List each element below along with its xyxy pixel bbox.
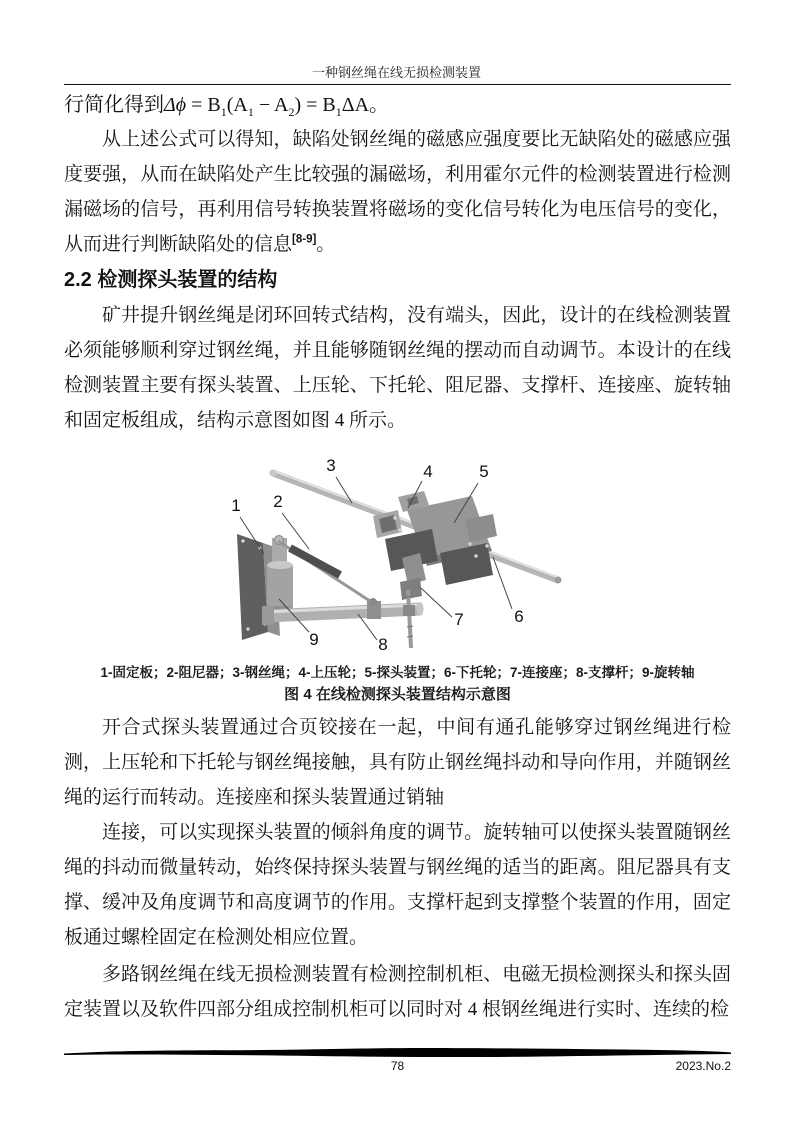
footer-bar-shape: [64, 1046, 731, 1058]
formula-sub2: 1: [247, 105, 254, 119]
footer-bar: [64, 1046, 731, 1058]
reference-superscript: [8-9]: [292, 233, 317, 246]
label-8: 8: [378, 635, 388, 654]
formula-delta-phi: Δϕ: [164, 94, 187, 116]
paragraph-connection: 连接，可以实现探头装置的倾斜角度的调节。旋转轴可以使探头装置随钢丝绳的抖动而微量转动，始终保持探头装置与钢丝绳的适当的距离。阻尼器具有支撑、缓冲及角度调节和高度调节的作用。支撑杆起到支撑整个装置的作用，固定板通过螺栓固定在检测处相应位置。: [64, 822, 731, 948]
figure-caption: 图 4 在线检测探头装置结构示意图: [284, 686, 511, 703]
formula-math: [164, 94, 390, 119]
running-header-title: 一种钢丝绳在线无损检测装置: [311, 65, 481, 80]
page-number: 78: [390, 1059, 405, 1073]
label-3: 3: [326, 456, 336, 475]
formula-eq1: = B: [186, 94, 221, 116]
paragraph-magnetic-field-text: 从上述公式可以得知，缺陷处钢丝绳的磁感应强度要比无缺陷处的磁感应强度要强，从而在缺陷处产生比较强的漏磁场，利用霍尔元件的检测装置进行检测漏磁场的信号，再利用信号转换装置将磁场的变化信号转化为电压信号的变化，从而进行判断缺陷处的信息: [64, 129, 731, 255]
header-rule: [64, 84, 731, 85]
formula-sub4: 1: [335, 105, 342, 119]
formula-sub1: 1: [220, 105, 227, 119]
formula-prefix: 行简化得到: [64, 94, 164, 116]
formula-t3: ) = B: [294, 94, 336, 116]
paragraph-multichannel: 多路钢丝绳在线无损检测装置有检测控制机柜、电磁无损检测探头和探头固定装置以及软件四部分组成控制机柜可以同时对 4 根钢丝绳进行实时、连续的检: [64, 964, 731, 1020]
section-heading-2-2: 2.2 检测探头装置的结构: [64, 269, 278, 291]
probe-device-assembly: [373, 491, 497, 648]
label-1: 1: [231, 496, 241, 515]
label-2: 2: [273, 492, 283, 511]
formula-t2: − A: [253, 94, 289, 116]
footer: [64, 1059, 731, 1075]
label-6: 6: [514, 607, 524, 626]
paragraph-intro: 矿井提升钢丝绳是闭环回转式结构，没有端头，因此，设计的在线检测装置必须能够顺利穿过钢丝绳，并且能够随钢丝绳的摆动而自动调节。本设计的在线检测装置主要有探头装置、上压轮、下托轮、阻尼器、支撑杆、连接座、旋转轴和固定板组成，结构示意图如图 4 所示。: [64, 305, 731, 431]
paragraph-magnetic-field-period: 。: [316, 234, 336, 255]
issue-number: 2023.No.2: [675, 1059, 731, 1073]
label-7: 7: [454, 610, 464, 629]
figure-legend: 1-固定板；2-阻尼器；3-钢丝绳；4-上压轮；5-探头装置；6-下托轮；7-连接座；8-支撑杆；9-旋转轴: [100, 665, 695, 680]
formula-t1: (A: [226, 94, 248, 116]
formula-t4: ΔA。: [341, 94, 390, 116]
probe-device-schematic: [64, 447, 731, 662]
label-9: 9: [309, 630, 319, 649]
paragraph-magnetic-field: [64, 122, 731, 262]
paragraph-probe-hinge: 开合式探头装置通过合页铰接在一起，中间有通孔能够穿过钢丝绳进行检测，上压轮和下托轮与钢丝绳接触，具有防止钢丝绳抖动和导向作用，并随钢丝绳的运行而转动。连接座和探头装置通过销轴: [64, 717, 731, 808]
formula-sub3: 2: [288, 105, 295, 119]
figure-4-diagram: [64, 447, 731, 662]
label-5: 5: [479, 462, 489, 481]
label-4: 4: [423, 462, 433, 481]
